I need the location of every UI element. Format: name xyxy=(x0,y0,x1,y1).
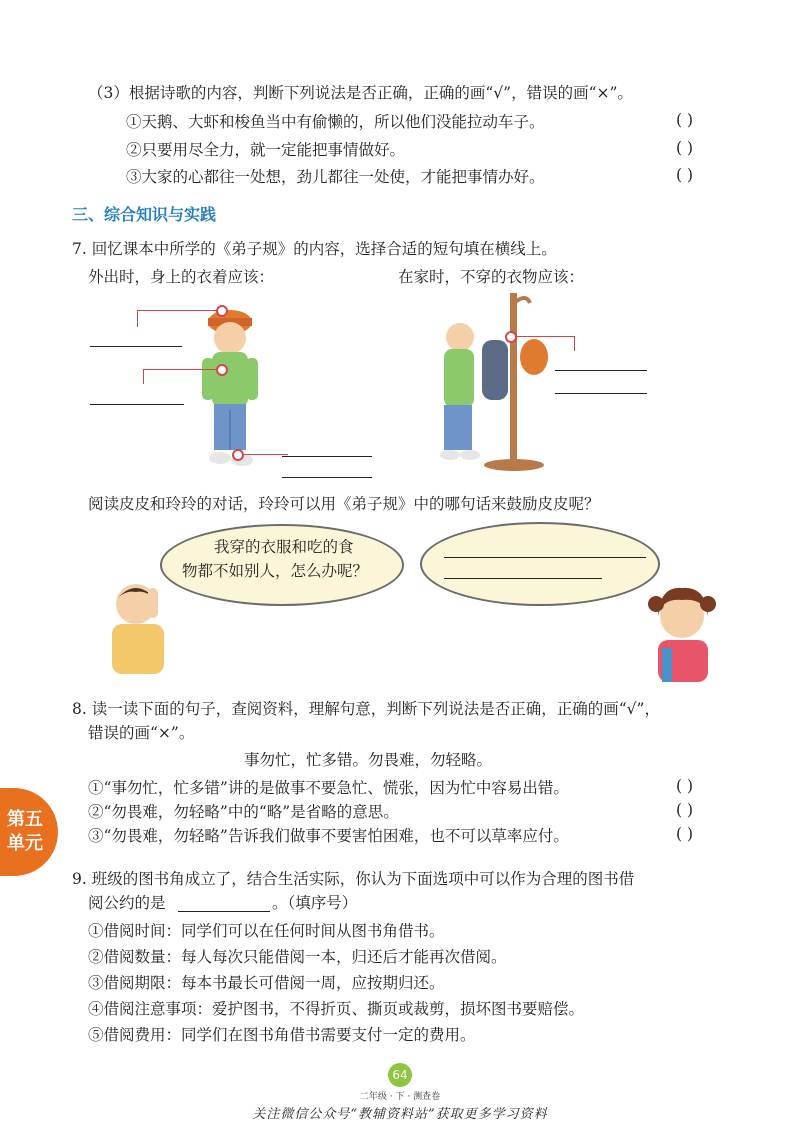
q7-label-outdoor: 外出时，身上的衣着应该： xyxy=(88,268,275,286)
footer-grade: 二年级 · 下 · 测查卷 xyxy=(359,1092,441,1102)
hanger-leader xyxy=(512,336,575,351)
q7-label-home: 在家时，不穿的衣物应该： xyxy=(398,268,585,286)
bubble-line-1: 我穿的衣服和吃的食 xyxy=(214,538,354,556)
blank-encourage-2[interactable] xyxy=(444,578,602,579)
q8-prompt-line1: 8. 读一读下面的句子，查阅资料，理解句意，判断下列说法是否正确，正确的画“√”， xyxy=(72,700,660,718)
q9-option-4: ④借阅注意事项：爱护图书，不得折页、撕页或裁剪，损坏图书要赔偿。 xyxy=(88,1000,585,1018)
blank-shoe-2[interactable] xyxy=(282,477,372,478)
q9-option-5: ⑤借阅费用：同学们在图书角借书需要支付一定的费用。 xyxy=(88,1026,476,1044)
lingling-speech-bubble xyxy=(420,522,660,606)
unit-badge xyxy=(0,788,58,876)
coat-rack-illustration xyxy=(430,285,570,475)
bubble-line-2: 物都不如别人，怎么办呢？ xyxy=(182,562,369,580)
q3-answer-1[interactable]: ( ) xyxy=(676,111,694,129)
shoe-marker xyxy=(232,449,244,461)
unit-badge-line2: 单元 xyxy=(7,833,43,854)
unit-badge-line1: 第五 xyxy=(7,809,43,830)
q8-item-1: ①“事勿忙，忙多错”讲的是做事不要急忙、慌张，因为忙中容易出错。 xyxy=(88,779,569,797)
q8-quote: 事勿忙，忙多错。勿畏难，勿轻略。 xyxy=(244,751,493,769)
q9-prompt-line2a: 阅公约的是 xyxy=(88,894,166,912)
q7-dialog-prompt: 阅读皮皮和玲玲的对话，玲玲可以用《弟子规》中的哪句话来鼓励皮皮呢？ xyxy=(88,495,600,513)
hat-marker xyxy=(216,305,228,317)
blank-hat[interactable] xyxy=(90,346,182,347)
blank-hang-2[interactable] xyxy=(555,393,647,394)
shirt-leader xyxy=(143,369,222,384)
q9-option-1: ①借阅时间：同学们可以在任何时间从图书角借书。 xyxy=(88,922,445,940)
q7-prompt: 7. 回忆课本中所学的《弟子规》的内容，选择合适的短句填在横线上。 xyxy=(72,240,557,258)
q3-prompt: （3）根据诗歌的内容，判断下列说法是否正确，正确的画“√”，错误的画“×”。 xyxy=(88,84,633,102)
q8-item-3: ③“勿畏难，勿轻略”告诉我们做事不要害怕困难，也不可以草率应付。 xyxy=(88,827,569,845)
q3-item-3: ③大家的心都往一处想，劲儿都往一处使，才能把事情办好。 xyxy=(126,168,545,186)
shoe-leader xyxy=(240,454,288,455)
footer-promo: 关注微信公众号“教辅资料站”获取更多学习资料 xyxy=(252,1107,548,1122)
page-number: 64 xyxy=(388,1063,412,1087)
blank-shoe-1[interactable] xyxy=(282,456,372,457)
q8-answer-3[interactable]: ( ) xyxy=(676,825,694,843)
q3-item-2: ②只要用尽全力，就一定能把事情做好。 xyxy=(126,141,406,159)
q9-answer-blank[interactable] xyxy=(178,911,270,912)
q3-answer-3[interactable]: ( ) xyxy=(676,166,694,184)
hanger-marker xyxy=(505,331,517,343)
q9-prompt-line2b: 。（填序号） xyxy=(272,894,358,912)
q9-option-2: ②借阅数量：每人每次只能借阅一本，归还后才能再次借阅。 xyxy=(88,948,507,966)
q9-prompt-line1: 9. 班级的图书角成立了，结合生活实际，你认为下面选项中可以作为合理的图书借 xyxy=(72,870,635,888)
q9-option-3: ③借阅期限：每本书最长可借阅一周，应按期归还。 xyxy=(88,974,445,992)
q8-answer-2[interactable]: ( ) xyxy=(676,801,694,819)
blank-encourage-1[interactable] xyxy=(444,557,646,558)
blank-hang-1[interactable] xyxy=(555,370,647,371)
q3-item-1: ①天鹅、大虾和梭鱼当中有偷懒的，所以他们没能拉动车子。 xyxy=(126,113,545,131)
q8-prompt-line2: 错误的画“×”。 xyxy=(88,724,195,742)
hat-leader xyxy=(137,310,222,327)
lingling-character xyxy=(648,582,718,682)
q8-item-2: ②“勿畏难，勿轻略”中的“略”是省略的意思。 xyxy=(88,803,399,821)
q8-answer-1[interactable]: ( ) xyxy=(676,777,694,795)
pipi-character xyxy=(104,578,170,674)
shirt-marker xyxy=(216,364,228,376)
blank-shirt[interactable] xyxy=(90,404,184,405)
q3-answer-2[interactable]: ( ) xyxy=(676,139,694,157)
section-heading: 三、综合知识与实践 xyxy=(72,205,217,224)
